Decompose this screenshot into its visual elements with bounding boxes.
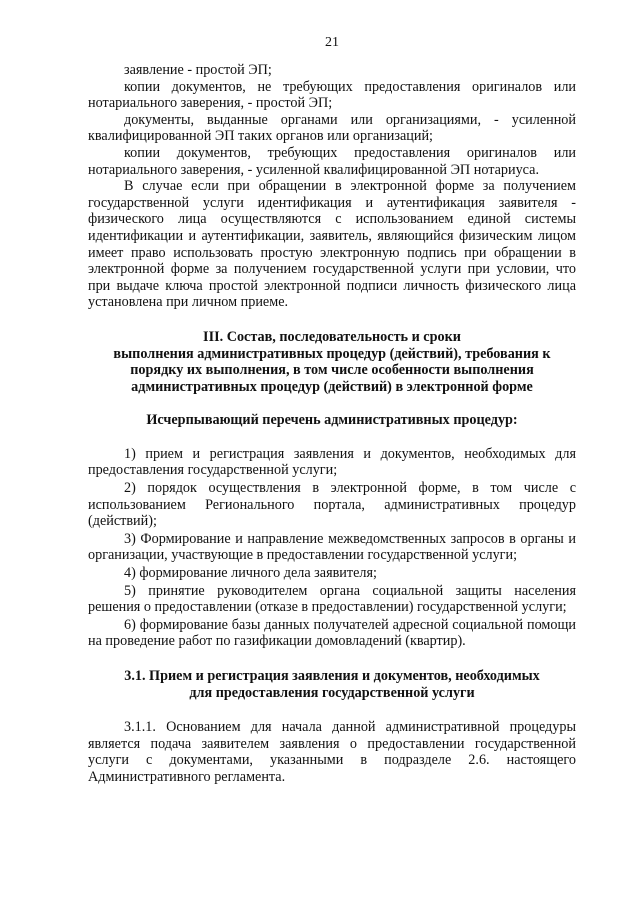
list-item: 1) прием и регистрация заявления и документов, необходимых для предоставления государственной услуги; bbox=[88, 445, 576, 479]
section-heading-line: выполнения административных процедур (действий), требования к bbox=[113, 345, 551, 362]
page-number: 21 bbox=[325, 35, 339, 50]
paragraph: В случае если при обращении в электронной форме за получением государственной услуги идентификация и аутентификация заявителя - физического лица осуществляются с использованием единой системы идентификации и аутентификации, заявитель, являющийся физическим лицом имеет право использовать простую электронную подпись при обращении в электронной форме за получением государственной услуги при условии, что при выдаче ключа простой электронной подписи личность физического лица установлена при личном приеме. bbox=[88, 178, 576, 311]
list-item: 2) порядок осуществления в электронной форме, в том числе с использованием Регионального портала, административных процедур (действий); bbox=[88, 480, 576, 530]
list-heading: Исчерпывающий перечень административных процедур: bbox=[146, 412, 518, 429]
subsection-heading bbox=[88, 668, 576, 701]
subsection-heading-line: 3.1. Прием и регистрация заявления и документов, необходимых bbox=[124, 668, 540, 684]
list-item: 3) Формирование и направление межведомственных запросов в органы и организации, участвующие в предоставлении государственной услуги; bbox=[88, 530, 576, 564]
paragraph: документы, выданные органами или организациями, - усиленной квалифицированной ЭП таких органов или организаций; bbox=[88, 111, 576, 145]
top-text bbox=[88, 62, 576, 311]
subsection-paragraph: 3.1.1. Основанием для начала данной административной процедуры является подача заявителем заявления о предоставлении государственной услуги с документами, указанными в подразделе 2.6. настоящего Административного регламента. bbox=[88, 719, 576, 785]
list-item: 5) принятие руководителем органа социальной защиты населения решения о предоставлении (отказе в предоставлении) государственной услуги; bbox=[88, 582, 576, 616]
subsection-heading-line: для предоставления государственной услуги bbox=[189, 684, 475, 701]
paragraph: заявление - простой ЭП; bbox=[124, 62, 272, 78]
paragraph: копии документов, не требующих предоставления оригиналов или нотариального заверения, - простой ЭП; bbox=[88, 78, 576, 112]
section-heading bbox=[88, 329, 576, 395]
list-item: 6) формирование базы данных получателей адресной социальной помощи на проведение работ по газификации домовладений (квартир). bbox=[88, 616, 576, 650]
list-item: 4) формирование личного дела заявителя; bbox=[124, 565, 377, 582]
section-heading-line: административных процедур (действий) в электронной форме bbox=[131, 378, 533, 395]
procedure-list bbox=[88, 446, 576, 650]
section-heading-line: III. Состав, последовательность и сроки bbox=[203, 328, 461, 345]
section-heading-line: порядку их выполнения, в том числе особенности выполнения bbox=[130, 362, 534, 379]
paragraph: копии документов, требующих предоставления оригиналов или нотариального заверения, - усиленной квалифицированной ЭП нотариуса. bbox=[88, 144, 576, 178]
